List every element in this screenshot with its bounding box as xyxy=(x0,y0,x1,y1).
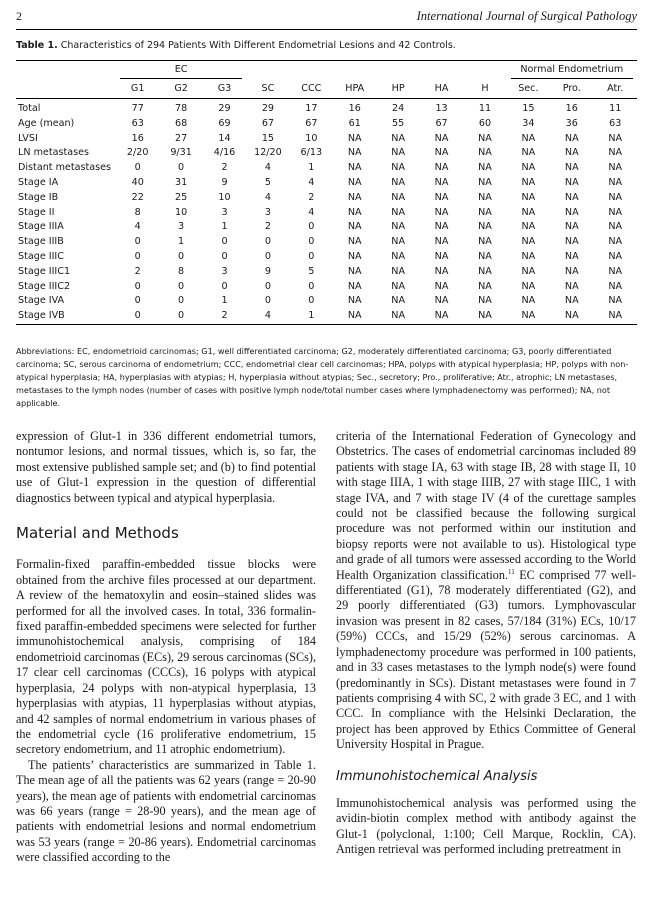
table-cell: NA xyxy=(333,309,376,324)
table-cell: 0 xyxy=(134,162,141,174)
table-cell: 11 xyxy=(609,103,622,114)
column-header: Pro. xyxy=(550,79,593,99)
table-cell: NA xyxy=(608,132,623,144)
table-cell: 0 xyxy=(134,280,141,292)
table-cell: 2 xyxy=(308,191,315,203)
column-header: G1 xyxy=(116,79,159,99)
table-cell: NA xyxy=(521,206,536,218)
table-cell: NA xyxy=(564,295,579,307)
table-cell: 0 xyxy=(178,295,185,307)
methods-heading: Material and Methods xyxy=(16,524,179,543)
left-text-column xyxy=(16,429,316,866)
table-cell: NA xyxy=(521,280,536,292)
table-cell: 67 xyxy=(305,117,318,129)
table-cell: 4 xyxy=(308,176,315,188)
table-cell: NA xyxy=(434,221,449,233)
table-cell: NA xyxy=(564,147,579,159)
table-cell: NA xyxy=(521,221,536,233)
row-label: Stage IIIC xyxy=(18,250,64,262)
table-cell: NA xyxy=(434,132,449,144)
column-header: Atr. xyxy=(593,79,637,99)
table-cell: NA xyxy=(521,147,536,159)
table-cell: NA xyxy=(434,250,449,262)
table-row xyxy=(16,309,637,324)
right-text-column xyxy=(336,429,636,858)
table-caption-text: Characteristics of 294 Patients With Different Endometrial Lesions and 42 Controls. xyxy=(60,40,456,51)
table-cell: 0 xyxy=(308,236,315,248)
table-cell: NA xyxy=(347,250,362,262)
column-header: HA xyxy=(420,79,463,99)
table-cell: 5 xyxy=(264,176,271,188)
table-row xyxy=(16,99,637,117)
table-cell: NA xyxy=(478,206,492,218)
table-row xyxy=(16,176,637,191)
table-row xyxy=(16,161,637,176)
table-cell: NA xyxy=(347,147,362,159)
table-cell: 4 xyxy=(308,206,315,218)
table-cell: NA xyxy=(391,162,406,174)
table-cell: NA xyxy=(507,309,550,324)
table-cell: NA xyxy=(608,280,623,292)
table-cell: 36 xyxy=(565,117,578,129)
table-cell: 3 xyxy=(264,206,271,218)
table-cell: NA xyxy=(608,176,623,188)
table-cell: 63 xyxy=(131,117,144,129)
table-row xyxy=(16,265,637,280)
characteristics-table xyxy=(16,60,637,325)
table-cell: 4/16 xyxy=(213,147,236,159)
table-cell: NA xyxy=(391,206,406,218)
table-cell: 0 xyxy=(159,309,202,324)
table-cell: 77 xyxy=(131,103,144,114)
table-cell: 0 xyxy=(264,236,271,248)
table-cell: NA xyxy=(521,295,536,307)
table-row xyxy=(16,250,637,265)
table-cell: NA xyxy=(564,162,579,174)
table-cell: NA xyxy=(420,309,463,324)
table-cell: NA xyxy=(434,236,449,248)
table-cell: 29 xyxy=(218,103,231,114)
table-cell: NA xyxy=(347,280,362,292)
table-cell: NA xyxy=(478,162,492,174)
table-cell: 40 xyxy=(131,176,144,188)
table-cell: NA xyxy=(478,176,492,188)
table-cell: NA xyxy=(434,265,449,277)
table-cell: 1 xyxy=(221,221,228,233)
table-cell: 4 xyxy=(246,309,289,324)
reference-citation[interactable]: 11 xyxy=(508,567,515,576)
table-cell: 22 xyxy=(131,191,144,203)
table-row xyxy=(16,235,637,250)
table-cell: NA xyxy=(608,265,623,277)
table-cell: 4 xyxy=(264,162,271,174)
table-cell: NA xyxy=(434,162,449,174)
column-header: HPA xyxy=(333,79,376,99)
table-cell: NA xyxy=(521,176,536,188)
column-header: G2 xyxy=(159,79,202,99)
table-cell: NA xyxy=(478,295,492,307)
table-cell: 61 xyxy=(348,117,361,129)
table-cell: 0 xyxy=(134,295,141,307)
table-cell: 78 xyxy=(175,103,188,114)
table-cell: NA xyxy=(478,191,492,203)
group-header-normal-endometrium: Normal Endometrium xyxy=(507,61,637,80)
table-cell: NA xyxy=(593,309,637,324)
table-cell: 10 xyxy=(305,132,318,144)
table-label: Table 1. xyxy=(16,40,58,51)
table-cell: NA xyxy=(391,295,406,307)
table-cell: 0 xyxy=(134,236,141,248)
table-cell: 2 xyxy=(134,265,141,277)
table-cell: 1 xyxy=(308,162,315,174)
row-label: LN metastases xyxy=(18,147,89,159)
column-header: G3 xyxy=(203,79,246,99)
row-label: Stage II xyxy=(18,206,55,218)
table-cell: 0 xyxy=(221,236,228,248)
table-cell: 17 xyxy=(305,103,318,114)
row-label: Stage IIIC1 xyxy=(18,265,71,277)
row-label: Age (mean) xyxy=(18,117,75,129)
table-cell: 10 xyxy=(175,206,188,218)
table-cell: 8 xyxy=(178,265,185,277)
methods-paragraph-1: Formalin-fixed paraffin-embedded tissue blocks were obtained from the archive files processed at our department. A review of the hematoxylin and eosin–stained slides was performed for all the involved cases. In total, 336 formalin-fixed paraffin-embedded specimens were selected for further immunohistochemical analysis, comprising of 184 endometrioid carcinomas (ECs), 29 serous carcinomas (SCs), 17 clear cell carcinomas (CCCs), 16 polyps with atypical hyperplasia, 24 polyps with non-atypical hyperplasia, 13 hyperplasias with atypias, 11 hyperplasias without atypias, and 42 samples of normal endometrium in various phases of the endometrial cycle (16 proliferative endometrium, 15 secretory endometrium, and 11 atrophic endometrium). xyxy=(16,557,316,757)
table-cell: NA xyxy=(391,147,406,159)
table-cell: 2 xyxy=(264,221,271,233)
row-label: Stage IA xyxy=(18,176,59,188)
table-cell: NA xyxy=(478,280,492,292)
table-cell: 16 xyxy=(348,103,361,114)
row-label: Stage IVB xyxy=(16,309,116,324)
table-cell: NA xyxy=(564,236,579,248)
table-cell: 6/13 xyxy=(300,147,323,159)
column-header: SC xyxy=(246,79,289,99)
table-cell: 14 xyxy=(218,132,231,144)
table-cell: NA xyxy=(434,191,449,203)
table-cell: 67 xyxy=(435,117,448,129)
table-cell: NA xyxy=(521,236,536,248)
table-cell: 15 xyxy=(522,103,535,114)
table-caption xyxy=(16,40,637,51)
table-cell: 16 xyxy=(565,103,578,114)
table-cell: 4 xyxy=(264,191,271,203)
table-cell: 5 xyxy=(308,265,315,277)
table-cell: 69 xyxy=(218,117,231,129)
table-cell: 3 xyxy=(178,221,185,233)
table-cell: 4 xyxy=(134,221,141,233)
row-label: Total xyxy=(18,103,41,114)
table-cell: 0 xyxy=(221,280,228,292)
table-cell: NA xyxy=(564,250,579,262)
table-cell: NA xyxy=(434,280,449,292)
table-cell: 10 xyxy=(218,191,231,203)
table-cell: NA xyxy=(564,280,579,292)
table-cell: NA xyxy=(478,236,492,248)
table-cell: 9 xyxy=(221,176,228,188)
table-cell: NA xyxy=(391,221,406,233)
table-cell: NA xyxy=(347,206,362,218)
table-cell: NA xyxy=(608,295,623,307)
table-cell: NA xyxy=(478,147,492,159)
table-cell: NA xyxy=(434,147,449,159)
table-cell: 0 xyxy=(264,280,271,292)
methods-paragraph-2: The patients’ characteristics are summarized in Table 1. The mean age of all the patients was 62 years (range = 20-90 years), the mean age of patients with endometrial carcinomas was 66 years (range = 28-90 years), and the mean age of patients with endometrial lesions and normal endometrium was 53 years (range = 20-86 years). Endometrial carcinomas were classified according to the xyxy=(16,757,316,865)
table-cell: NA xyxy=(521,162,536,174)
table-cell: NA xyxy=(391,132,406,144)
staging-paragraph: criteria of the International Federation of Gynecology and Obstetrics. The cases of endometrial carcinomas included 89 patients with stage IA, 63 with stage IB, 28 with stage II, 10 with stage IIIA, 1 with stage IIIB, 27 with stage IIIC, 1 with stage IVA, and 7 with stage IV (4 of the curettage samples could not be classified because the following surgical procedure was not performed within our institution and biopsy reports were not available to us). Histological type and grade of all tumors were assessed according to the World Health Organization classification.$^{11}$ EC comprised 77 well-differentiated (G1), 78 moderately differentiated (G2), and 29 poorly differentiated (G3) tumors. Lymphovascular invasion was present in 82 cases, 57/184 (31%) ECs, 10/17 (59%) CCCs, and 15/29 (52%) serous carcinomas. A lymphadenectomy procedure was performed in 100 patients, and in 33 cases metastases to the lymph node(s) were found (predominantly in SCs). Distant metastases were found in 7 patients comprising 4 with SC, 2 with grade 3 EC, and 1 with CCC. In compliance with the Helsinki Declaration, the project has been approved by Ethics Committee of General University Hospital in Prague. xyxy=(336,429,636,752)
table-cell: 68 xyxy=(175,117,188,129)
ihc-heading: Immunohistochemical Analysis xyxy=(336,768,538,784)
page-number: 2 xyxy=(16,9,22,23)
table-cell: NA xyxy=(347,176,362,188)
table-cell: NA xyxy=(391,280,406,292)
table-cell: 11 xyxy=(478,103,492,114)
row-label: LVSI xyxy=(18,132,38,144)
table-cell: NA xyxy=(391,176,406,188)
characteristics-table-wrap xyxy=(16,60,637,325)
table-cell: 2 xyxy=(203,309,246,324)
table-cell: 1 xyxy=(290,309,333,324)
column-header: CCC xyxy=(290,79,333,99)
table-cell: NA xyxy=(608,162,623,174)
table-cell: 3 xyxy=(221,206,228,218)
table-cell: 16 xyxy=(131,132,144,144)
table-cell: NA xyxy=(347,132,362,144)
row-label: Stage IB xyxy=(18,191,59,203)
table-cell: NA xyxy=(478,221,492,233)
table-row xyxy=(16,146,637,161)
table-cell: 0 xyxy=(178,250,185,262)
table-cell: NA xyxy=(608,250,623,262)
ihc-paragraph: Immunohistochemical analysis was performed using the avidin-biotin complex method with antibody against the Glut-1 (polyclonal, 1:100; Cell Marque, Rocklin, CA). Antigen retrieval was performed including pretreatment in xyxy=(336,795,636,857)
table-cell: NA xyxy=(550,309,593,324)
table-cell: NA xyxy=(608,206,623,218)
table-cell: 15 xyxy=(261,132,275,144)
table-cell: NA xyxy=(391,191,406,203)
table-cell: 1 xyxy=(221,295,228,307)
table-cell: NA xyxy=(521,265,536,277)
table-footnote-abbreviations: Abbreviations: EC, endometrioid carcinomas; G1, well differentiated carcinoma; G2, moderately differentiated carcinoma; G3, poorly differentiated carcinoma; SC, serous carcinoma of endometrium; CCC, endometrial clear cell carcinomas; HPA, polyps with atypical hyperplasia; HP, polyps with non-atypical hyperplasia; HA, hyperplasias with atypias; H, hyperplasia without atypias; Sec., secretory; Pro., proliferative; Atr., atrophic; LN metastases, metastases to the lymph nodes (number of cases with positive lymph node/total number cases where lymphadenectomy was performed); NA, not applicable. xyxy=(16,346,629,408)
table-cell: 34 xyxy=(522,117,535,129)
table-cell: NA xyxy=(434,176,449,188)
table-cell: NA xyxy=(434,295,449,307)
table-cell: 27 xyxy=(175,132,188,144)
table-cell: NA xyxy=(347,295,362,307)
table-cell: NA xyxy=(564,191,579,203)
table-row xyxy=(16,117,637,132)
table-cell: NA xyxy=(608,236,623,248)
table-cell: NA xyxy=(478,265,492,277)
table-cell: 0 xyxy=(308,280,315,292)
table-cell: NA xyxy=(564,265,579,277)
table-cell: 9/31 xyxy=(170,147,192,159)
table-cell: 2 xyxy=(221,162,228,174)
row-label: Stage IVA xyxy=(18,295,65,307)
table-cell: NA xyxy=(463,309,506,324)
table-cell: NA xyxy=(347,221,362,233)
table-cell: 0 xyxy=(308,295,315,307)
table-cell: NA xyxy=(564,206,579,218)
table-cell: 29 xyxy=(261,103,275,114)
table-cell: NA xyxy=(347,191,362,203)
table-cell: NA xyxy=(347,162,362,174)
table-cell: 3 xyxy=(221,265,228,277)
table-cell: 24 xyxy=(392,103,405,114)
table-cell: 0 xyxy=(178,162,185,174)
table-cell: 0 xyxy=(264,250,271,262)
table-cell: NA xyxy=(608,147,623,159)
table-cell: NA xyxy=(564,221,579,233)
table-row xyxy=(16,206,637,221)
table-cell: 0 xyxy=(221,250,228,262)
table-cell: NA xyxy=(376,309,419,324)
table-row xyxy=(16,220,637,235)
table-cell: 0 xyxy=(134,250,141,262)
table-cell: NA xyxy=(521,132,536,144)
row-label: Distant metastases xyxy=(18,162,112,174)
table-cell: 55 xyxy=(392,117,405,129)
row-label: Stage IIIC2 xyxy=(18,280,71,292)
table-cell: NA xyxy=(521,191,536,203)
table-cell: NA xyxy=(391,236,406,248)
column-header-row-label xyxy=(16,79,116,99)
table-cell: 2/20 xyxy=(126,147,149,159)
table-column-header-row xyxy=(16,79,637,99)
table-cell: NA xyxy=(608,221,623,233)
row-label: Stage IIIA xyxy=(18,221,64,233)
table-cell: 0 xyxy=(178,280,185,292)
column-header: HP xyxy=(376,79,419,99)
table-cell: NA xyxy=(521,250,536,262)
table-cell: 0 xyxy=(308,221,315,233)
table-cell: 1 xyxy=(178,236,185,248)
journal-title: International Journal of Surgical Pathology xyxy=(416,9,637,23)
table-cell: NA xyxy=(347,265,362,277)
table-row xyxy=(16,132,637,147)
table-row xyxy=(16,294,637,309)
table-cell: 12/20 xyxy=(254,147,282,159)
table-cell: 67 xyxy=(261,117,275,129)
table-cell: NA xyxy=(434,206,449,218)
table-cell: 0 xyxy=(308,250,315,262)
table-cell: NA xyxy=(564,176,579,188)
table-cell: 8 xyxy=(134,206,141,218)
table-cell: NA xyxy=(608,191,623,203)
group-header-ec: EC xyxy=(116,61,246,80)
table-row xyxy=(16,280,637,295)
table-cell: NA xyxy=(391,265,406,277)
table-cell: 25 xyxy=(175,191,188,203)
column-header: Sec. xyxy=(507,79,550,99)
table-cell: 9 xyxy=(264,265,271,277)
table-cell: 13 xyxy=(435,103,448,114)
table-cell: 63 xyxy=(609,117,622,129)
table-cell: 60 xyxy=(478,117,492,129)
table-group-header-row xyxy=(16,61,637,80)
table-cell: NA xyxy=(391,250,406,262)
table-cell: 31 xyxy=(175,176,188,188)
table-cell: 0 xyxy=(264,295,271,307)
running-header xyxy=(16,7,637,30)
row-label: Stage IIIB xyxy=(18,236,64,248)
table-cell: NA xyxy=(478,250,492,262)
table-cell: NA xyxy=(478,132,492,144)
table-cell: NA xyxy=(564,132,579,144)
table-cell: 0 xyxy=(116,309,159,324)
table-row xyxy=(16,191,637,206)
column-header: H xyxy=(463,79,506,99)
table-cell: NA xyxy=(347,236,362,248)
intro-paragraph: expression of Glut-1 in 336 different endometrial tumors, nontumor lesions, and normal tissues, which is, so far, the most extensive published sample set; and (b) to find potential use of Glut-1 expression in the question of differential diagnostics between typical and atypical hyperplasia. xyxy=(16,429,316,505)
